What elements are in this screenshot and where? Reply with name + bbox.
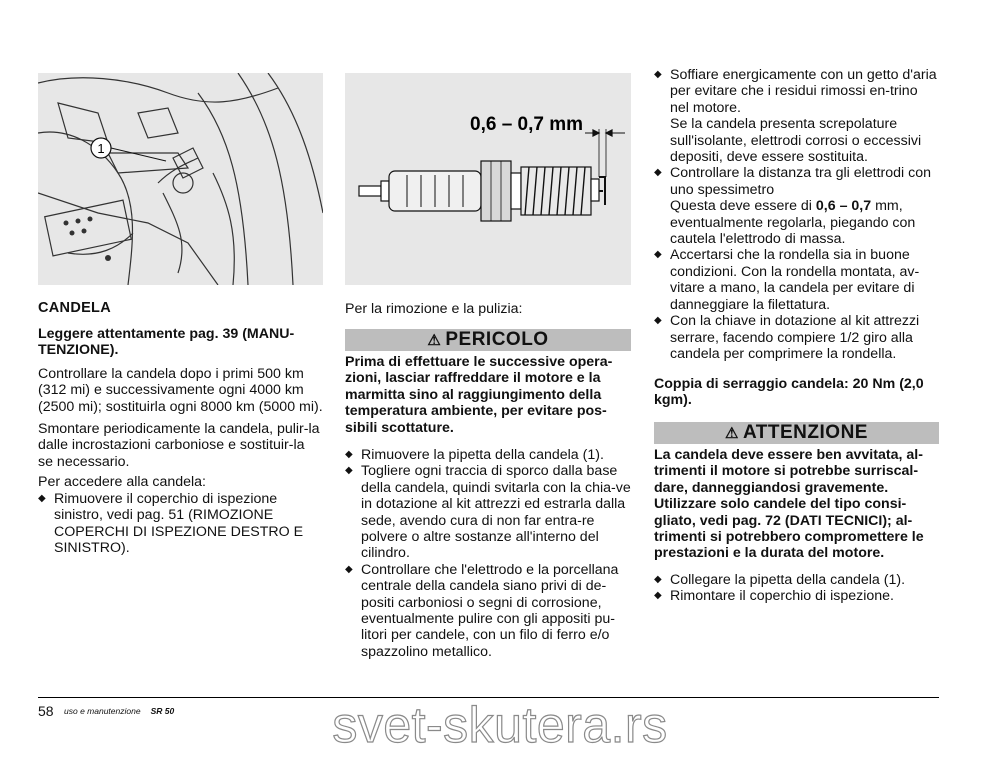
warning-triangle-icon: ⚠ (427, 332, 442, 349)
list-item (654, 165, 939, 247)
list-item-text: Controllare la distanza tra gli elettrodi con uno spessimetro (670, 165, 932, 198)
gap-dimension-label: 0,6 – 0,7 mm (470, 114, 584, 135)
attention-title: ATTENZIONE (742, 422, 868, 443)
gap-note-post: mm, eventualmente regolarla, piegando con cautela l'elettrodo di massa. (670, 198, 916, 248)
site-watermark: svet-skutera.rs (332, 697, 668, 753)
attention-text: La candela deve essere ben avvitata, al-trimenti il motore si potrebbe surriscal-dare, danneggiandosi gravemente. Utilizzare solo candele del tipo consi-gliato, vedi pag. 72 (DATI TECNICI); al-trimenti si potrebbero compromettere le prestazioni e la durata del motore. (654, 447, 924, 562)
engine-illustration (38, 73, 323, 285)
paragraph-removal-intro: Per la rimozione e la pulizia: (345, 301, 523, 317)
inspection-steps-list (654, 67, 939, 362)
spark-plug-svg (345, 73, 631, 285)
manual-reference: Leggere attentamente pag. 39 (MANU-TENZIONE). (38, 326, 295, 359)
gap-note-pre: Questa deve essere di (670, 198, 816, 215)
danger-box (345, 329, 631, 351)
paragraph-intervals: Controllare la candela dopo i primi 500 km (312 mi) e successivamente ogni 4000 km (2500 mi); sostituirla ogni 8000 km (5000 mi). (38, 366, 323, 415)
section-heading: CANDELA (38, 300, 111, 316)
fig1-callout-number: 1 (97, 141, 105, 156)
list-item (654, 67, 939, 165)
manual-title: uso e manutenzione (64, 706, 141, 716)
access-steps-list (38, 491, 323, 557)
list-item: ◆ Accertarsi che la rondella sia in buone condizioni. Con la rondella montata, av-vitare a mano, la candela per evitare di danneggiare la filettatura. (654, 247, 939, 313)
list-item: ◆ Collegare la pipetta della candela (1). (654, 572, 939, 588)
list-item: ◆ Rimuovere la pipetta della candela (1). (345, 447, 631, 463)
warning-triangle-icon: ⚠ (725, 425, 739, 442)
attention-box (654, 422, 939, 444)
list-item: ◆ Rimuovere il coperchio di ispezione sinistro, vedi pag. 51 (RIMOZIONE COPERCHI DI ISPEZIONE DESTRO E SINISTRO). (38, 491, 323, 557)
list-item: ◆ Controllare che l'elettrodo e la porcellana centrale della candela siano privi di de-positi carboniosi o segni di corrosione, eventualmente pulire con gli appositi pu-litori per candele, con un filo di ferro e/o spazzolino metallico. (345, 562, 631, 660)
engine-drawing-svg (38, 73, 323, 285)
list-item: ◆ Con la chiave in dotazione al kit attrezzi serrare, facendo compiere 1/2 giro alla candela per comprimere la rondella. (654, 313, 939, 362)
gap-value: 0,6 – 0,7 (815, 198, 872, 215)
page-number: 58 (38, 703, 54, 719)
list-item-text: Soffiare energicamente con un getto d'aria per evitare che i residui rimossi en-trino nel motore. (670, 67, 937, 116)
torque-spec: Coppia di serraggio candela: 20 Nm (2,0 kgm). (654, 376, 924, 409)
spark-plug-illustration (345, 73, 631, 285)
danger-text: Prima di effettuare le successive opera-zioni, lasciar raffreddare il motore e la marmitta sino al raggiungimento della temperatura ambiente, per evitare pos-sibili scottature. (345, 354, 613, 436)
danger-title: PERICOLO (445, 329, 549, 350)
paragraph-access: Per accedere alla candela: (38, 474, 206, 490)
footer-manual-title (64, 706, 174, 716)
removal-steps-list (345, 447, 631, 660)
list-item: ◆ Togliere ogni traccia di sporco dalla base della candela, quindi svitarla con la chia-ve in dotazione al kit attrezzi ed estrarla dalla sede, avendo cura di non far entra-re polvere o altre sostanze all'interno del cilindro. (345, 463, 631, 561)
paragraph-cleaning: Smontare periodicamente la candela, pulir-la dalle incrostazioni carboniose e sostituir-la se necessario. (38, 421, 320, 470)
replace-note: Se la candela presenta screpolature sull'isolante, elettrodi corrosi o eccessivi depositi, deve essere sostituita. (670, 116, 922, 166)
list-item: ◆ Rimontare il coperchio di ispezione. (654, 588, 939, 604)
model-name: SR 50 (150, 706, 175, 716)
reinstall-steps-list (654, 572, 939, 605)
